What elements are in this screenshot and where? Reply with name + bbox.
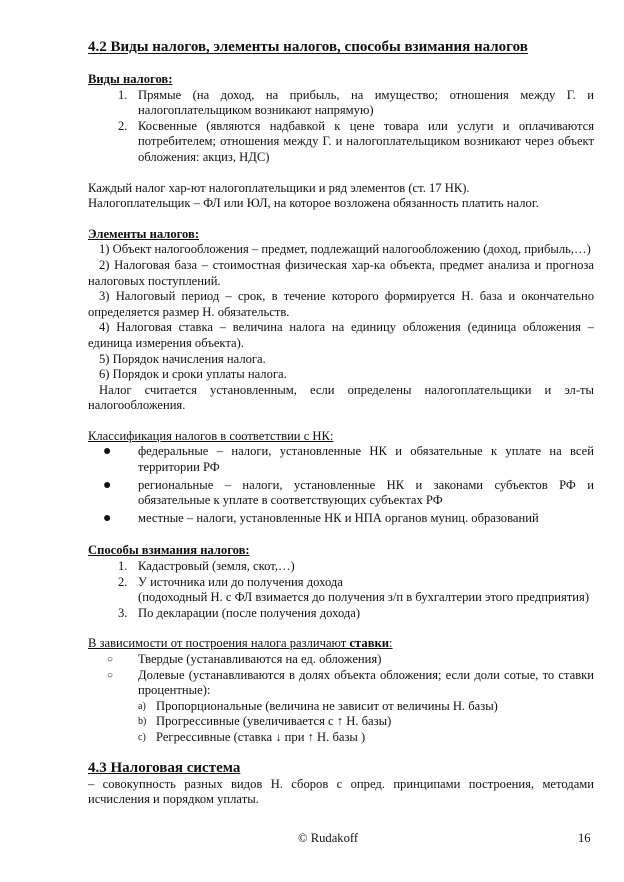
list-item: ○ Твердые (устанавливаются на ед. обложения)	[107, 652, 382, 666]
list-item: ● местные – налоги, установленные НК и НПА органов муниц. образований	[103, 510, 539, 526]
list-item: b) Прогрессивные (увеличивается с ↑ Н. базы)	[138, 714, 392, 729]
copyright: © Rudakoff	[298, 831, 359, 845]
document-page	[88, 38, 594, 808]
list-item: ● региональные – налоги, установленные НК и законами субъектов РФ и обязательные к уплате в соответствующих субъектах РФ	[103, 477, 594, 508]
list-item: 6) Порядок и сроки уплаты налога.	[99, 367, 287, 382]
bullet-icon: ●	[103, 510, 112, 526]
bullet-icon: ●	[103, 444, 112, 460]
list-item: 3) Налоговый период – срок, в течение которого формируется Н. база и окончательно определяется размер Н. обязательств.	[88, 289, 594, 319]
list-item: 2. У источника или до получения дохода (подоходный Н. с ФЛ взимается до получения з/п в бухгалтерии этого предприятия)	[118, 574, 590, 605]
circle-bullet-icon: ○	[107, 654, 114, 665]
list-item: ● федеральные – налоги, установленные НК и обязательные к уплате на всей территории РФ	[103, 444, 594, 475]
list-item: 1. Прямые (на доход, на прибыль, на имущество; отношения между Г. и налогоплательщиком возникают напрямую)	[118, 87, 594, 118]
list-item: 2. Косвенные (являются надбавкой к цене товара или услуги и оплачиваются потребителем; отношения между Г. и налогоплательщиком возникают через объект обложения: акциз, НДС)	[118, 118, 594, 164]
paragraph: Каждый налог хар-ют налогоплательщики и ряд элементов (ст. 17 НК).	[88, 180, 470, 195]
list-item: 1. Кадастровый (земля, скот,…)	[118, 559, 295, 574]
classification-heading: Классификация налогов в соответствии с НК:	[88, 428, 334, 443]
list-item: 2) Налоговая база – стоимостная физическая хар-ка объекта, предмет анализа и прогноза налоговых поступлений.	[88, 257, 594, 288]
paragraph: Налогоплательщик – ФЛ или ЮЛ, на которое возложена обязанность платить налог.	[88, 196, 539, 211]
circle-bullet-icon: ○	[107, 669, 114, 681]
tax-system-definition: – совокупность разных видов Н. сборов с опред. принципами построения, методами исчисления и порядком уплаты.	[88, 776, 594, 807]
tax-types-heading: Виды налогов:	[88, 72, 173, 86]
rates-sublist	[88, 699, 594, 746]
tax-types-list	[88, 88, 594, 166]
methods-heading: Способы взимания налогов:	[88, 543, 250, 558]
list-item: 4) Налоговая ставка – величина налога на единицу обложения (единица обложения – единица измерения объекта).	[88, 320, 594, 350]
list-item: a) Пропорциональные (величина не зависит от величины Н. базы)	[138, 698, 498, 713]
section-title-4-3: 4.3 Налоговая система	[88, 759, 241, 776]
tax-elements-list	[88, 242, 594, 414]
methods-list	[88, 559, 594, 621]
rates-heading: В зависимости от построения налога различают ставки:	[88, 636, 393, 651]
list-item: ○ Долевые (устанавливаются в долях объекта обложения; если доли сотые, то ставки процентные): a) Пропорциональные (величина не зависит от величины Н. базы) b) Прогрессивные (увеличивается с ↑ Н. базы) c) Регрессивные (ставка ↓ при ↑ Н. базы )	[88, 668, 594, 746]
list-item: 3. По декларации (после получения дохода)	[118, 605, 361, 620]
section-title-4-2: 4.2 Виды налогов, элементы налогов, способы взимания налогов	[88, 39, 528, 55]
bullet-icon: ●	[103, 477, 112, 493]
tax-elements-heading: Элементы налогов:	[88, 226, 200, 241]
classification-list	[88, 444, 594, 526]
list-item: c) Регрессивные (ставка ↓ при ↑ Н. базы )	[138, 729, 366, 744]
elements-note: Налог считается установленным, если определены налогоплательщики и эл-ты налогообложения.	[88, 382, 594, 413]
rates-list	[88, 652, 594, 746]
list-item: 1) Объект налогообложения – предмет, подлежащий налогообложению (доход, прибыль,…)	[99, 242, 591, 257]
list-item: 5) Порядок начисления налога.	[99, 351, 266, 366]
page-number: 16	[578, 831, 591, 845]
